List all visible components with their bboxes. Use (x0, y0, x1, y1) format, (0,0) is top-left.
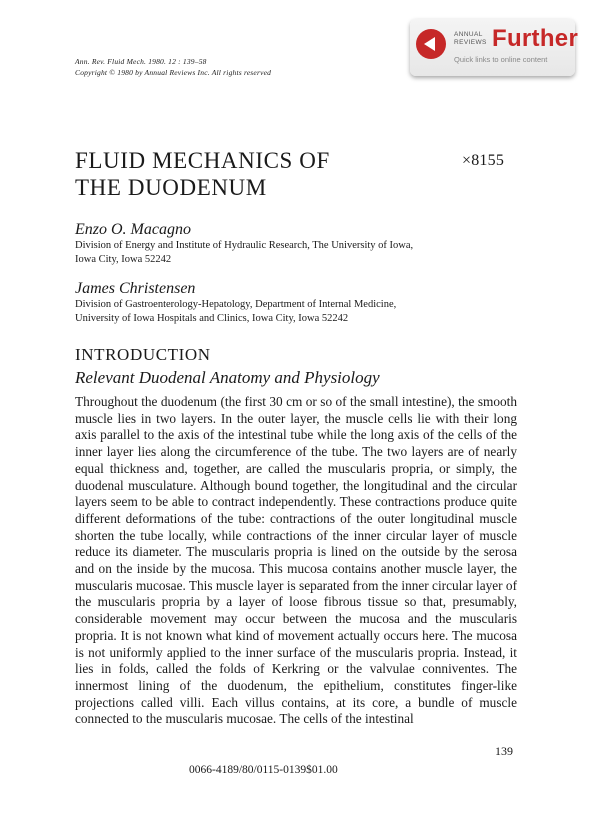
author-affiliation (75, 239, 535, 267)
body-paragraph: Throughout the duodenum (the first 30 cm or so of the small intestine), the smooth muscle lies in two layers. In the outer layer, the muscle cells lie with their long axis parallel to the axis of the intestinal tube while the long axis of the cells of the inner layer lies along the circumference of the tube. The two layers are of nearly equal thickness and, together, are called the muscularis propria, or simply, the duodenal musculature. Although bound together, the longitudinal and the circular layers seem to be able to contract independently. These contractions produce quite different deformations of the tube: contractions of the outer longitudinal muscle shorten the tube locally, while contractions of the inner circular layer of muscle reduce its diameter. The muscularis propria is lined on the outside by the serosa and on the inside by the mucosa. This mucosa contains another muscle layer, the muscularis mucosae. This muscle layer is separated from the inner circular layer of the muscularis propria by a layer of loose fibrous tissue so that, presumably, considerable movement may occur between the mucosa and the muscularis propria. It is not known what kind of movement actually occurs here. The mucosa is not uniformly applied to the inner surface of the muscularis propria. Instead, it lies in folds, called the folds of Kerkring or the valvulae conniventes. The innermost lining of the duodenum, the epithelium, constitutes finger-like projections called villi. Each villus contains, at its core, a bundle of muscle connected to the muscularis mucosae. The cells of the intestinal (75, 394, 517, 727)
affiliation-line: Iowa City, Iowa 52242 (75, 254, 172, 265)
publisher-line1: ANNUAL (454, 31, 483, 38)
author-name: James Christensen (75, 280, 196, 297)
section-heading: INTRODUCTION (75, 345, 211, 364)
affiliation-line: Division of Gastroenterology-Hepatology, Department of Internal Medicine, (75, 299, 397, 310)
journal-line: Ann. Rev. Fluid Mech. 1980. 12 : 139–58 (75, 57, 207, 66)
title-line2: THE DUODENUM (75, 175, 267, 200)
publisher-line2: REVIEWS (454, 39, 487, 46)
article-title (75, 147, 330, 201)
title-line1: FLUID MECHANICS OF (75, 148, 330, 173)
copyright-line: Copyright © 1980 by Annual Reviews Inc. All rights reserved (75, 68, 272, 77)
affiliation-line: Division of Energy and Institute of Hydraulic Research, The University of Iowa, (75, 240, 414, 251)
document-number: ×8155 (462, 152, 505, 169)
further-links-badge[interactable] (410, 19, 579, 76)
document-id: 0066-4189/80/0115-0139$01.00 (189, 764, 338, 776)
further-sublabel: Quick links to online content (454, 55, 548, 64)
back-arrow-circle-icon (416, 29, 446, 59)
author-name: Enzo O. Macagno (75, 221, 191, 238)
further-label: Further (492, 25, 579, 52)
page-number: 139 (495, 744, 513, 758)
author-affiliation (75, 298, 535, 326)
journal-citation (75, 56, 271, 78)
affiliation-line: University of Iowa Hospitals and Clinics, Iowa City, Iowa 52242 (75, 313, 349, 324)
subsection-heading: Relevant Duodenal Anatomy and Physiology (75, 368, 380, 387)
